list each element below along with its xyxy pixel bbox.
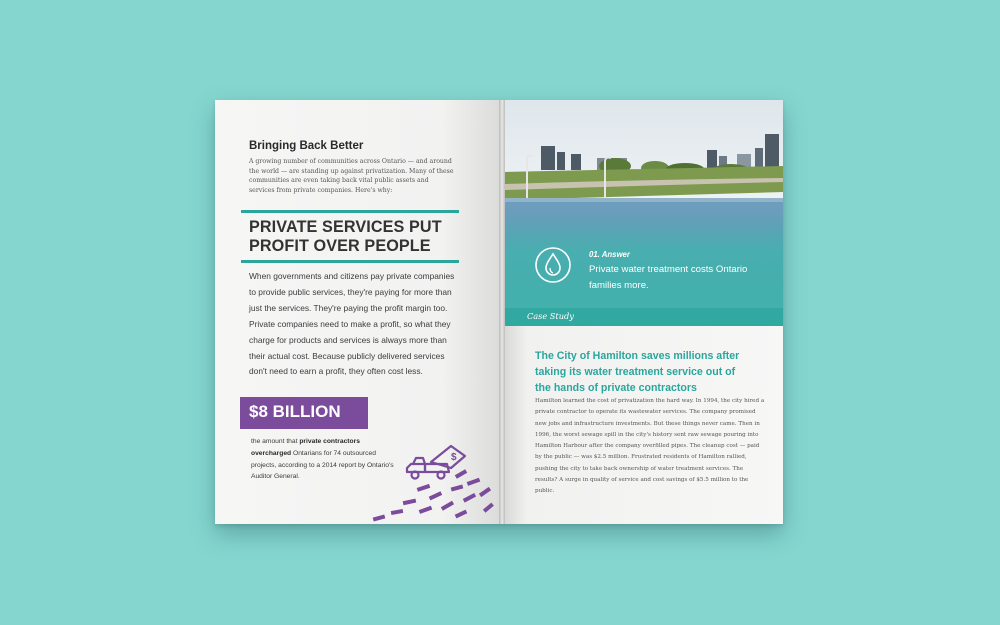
headline: PRIVATE SERVICES PUT PROFIT OVER PEOPLE xyxy=(249,218,442,255)
dump-truck-money-icon xyxy=(363,442,499,524)
stat-caption-end: Ontarians for 74 outsourced projects, according to a 2014 report by Ontario's Auditor General. xyxy=(251,449,394,481)
stat-value: $8 BILLION xyxy=(249,402,341,421)
stat-caption-start: the amount that xyxy=(251,438,300,445)
answer-number: 01. Answer xyxy=(589,250,630,259)
intro-paragraph: A growing number of communities across Ontario — and around the world — are standing up against privatization. Many of these communities are even taking back vital public assets and services from private companies. Here's why: xyxy=(249,158,454,194)
case-study-title: The City of Hamilton saves millions after taking its water treatment service out of the hands of private contractors xyxy=(535,350,740,394)
headline-rule-bottom xyxy=(241,260,459,263)
body-paragraph: When governments and citizens pay private companies to provide public services, they're paying for more than just the services. They're paying the profit margin too. Private companies need to make a profit, so what they charge for products and services is always more than their actual cost. Because publicly delivered services don't need to earn a profit, they often cost less. xyxy=(249,271,455,377)
intro-heading: Bringing Back Better xyxy=(249,140,364,152)
case-study-body: Hamilton learned the cost of privatization the hard way. In 1994, the city hired a private contractor to operate its wastewater services. The company promised new jobs and infrastructure investments. But these things never came. Then in 1996, the worst sewage spill in the city's history sent raw sewage pouring into Hamilton Harbour after the company overfilled pipes. The cleanup cost — paid by the public — was $2.5 million. Frustrated residents of Hamilton rallied, pushing the city to take back ownership of water treatment services. The results? A surge in quality of service and cost savings of $5.5 million to the public. xyxy=(535,398,765,495)
headline-rule-top xyxy=(241,210,459,213)
left-page xyxy=(215,100,499,524)
brochure-spread xyxy=(215,100,783,524)
case-study-label: Case Study xyxy=(527,311,574,321)
stat-badge xyxy=(240,397,368,429)
water-drop-icon xyxy=(534,246,572,284)
answer-text: Private water treatment costs Ontario families more. xyxy=(589,264,748,291)
case-study-band xyxy=(505,308,783,326)
stat-caption-emphasis: private contractors overcharged xyxy=(251,438,360,457)
right-page xyxy=(505,100,783,524)
svg-text:$: $ xyxy=(451,452,457,463)
